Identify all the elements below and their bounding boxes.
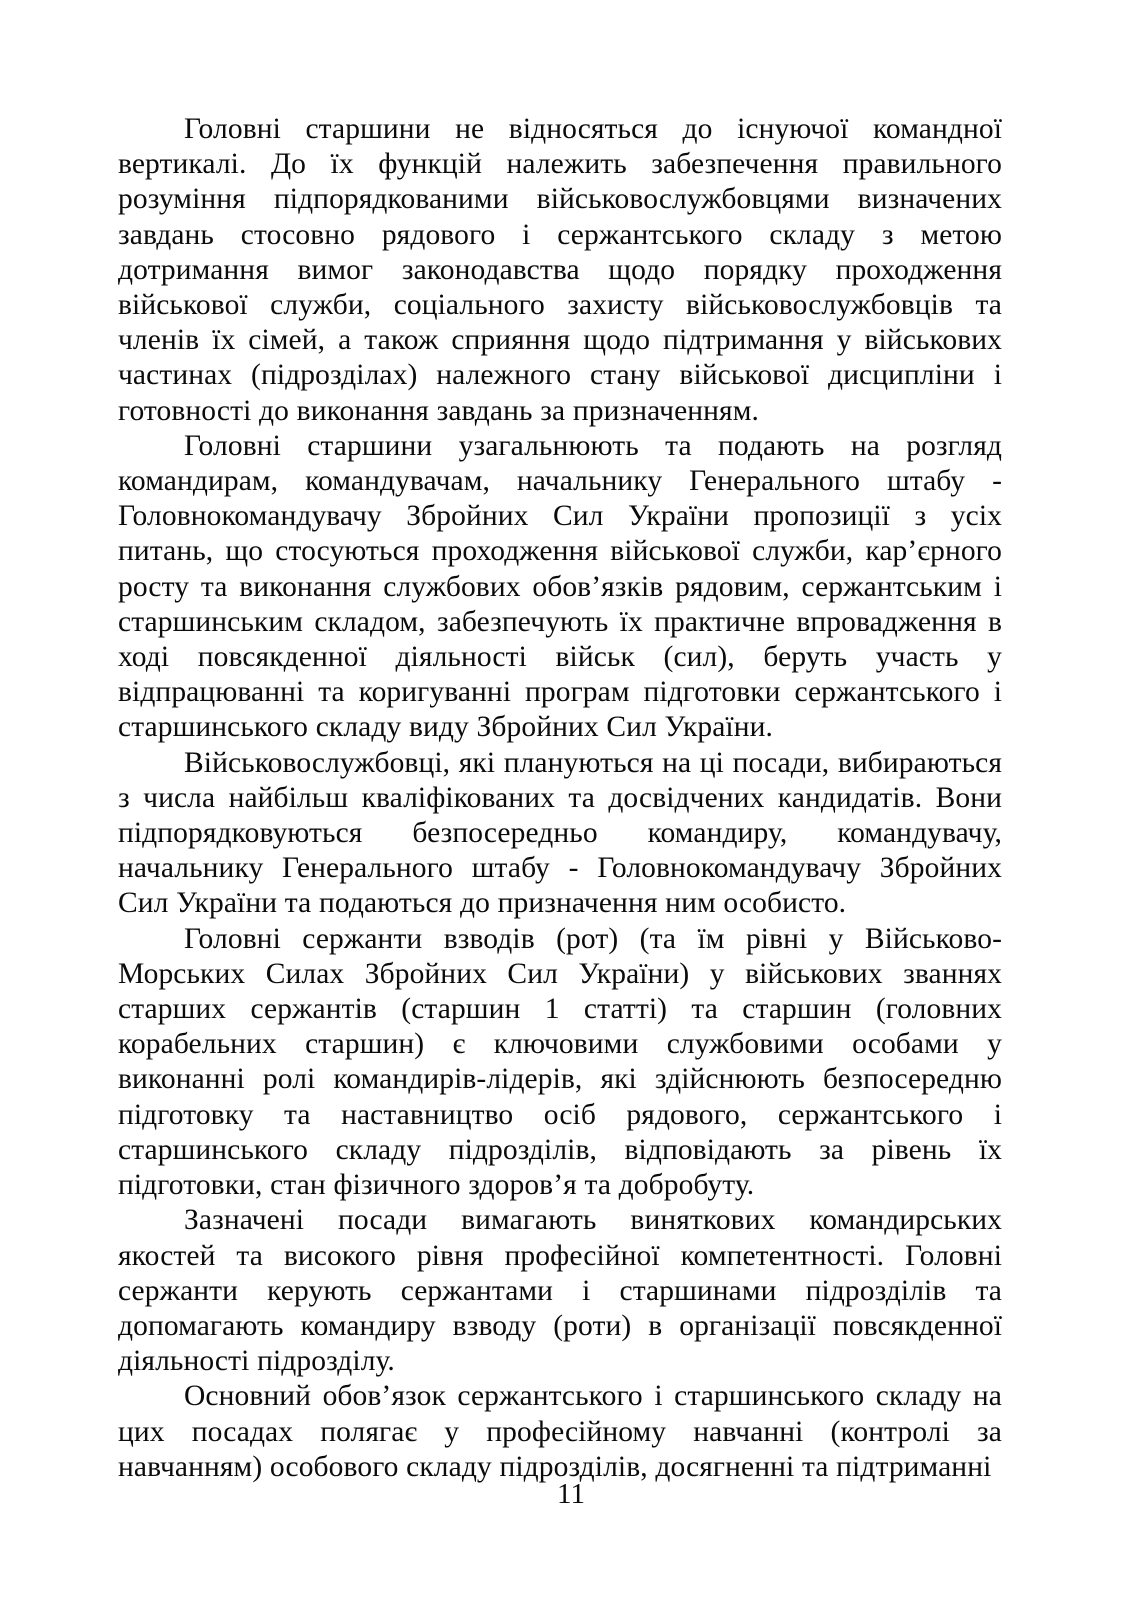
paragraph: Основний обов’язок сержантського і старшинського складу на цих посадах полягає у професійному навчанні (контролі за навчанням) особового складу підрозділів, досягненні та підтриманні xyxy=(118,1380,1002,1483)
paragraph: Головні старшини не відносяться до існуючої командної вертикалі. До їх функцій належить забезпечення правильного розуміння підпорядкованими військовослужбовцями визначених завдань стосовно рядового і сержантського складу з метою дотримання вимог законодавства щодо порядку проходження військової служби, соціального захисту військовослужбовців та членів їх сімей, а також сприяння щодо підтримання у військових частинах (підрозділах) належного стану військової дисципліни і готовності до виконання завдань за призначенням. xyxy=(118,113,1002,427)
paragraph: Військовослужбовці, які плануються на ці посади, вибираються з числа найбільш кваліфікованих та досвідчених кандидатів. Вони підпорядковуються безпосередньо командиру, командувачу, начальнику Генерального штабу - Головнокомандувачу Збройних Сил України та подаються до призначення ним особисто. xyxy=(118,746,1002,920)
paragraph: Зазначені посади вимагають виняткових командирських якостей та високого рівня професійної компетентності. Головні сержанти керують сержантами і старшинами підрозділів та допомагають командиру взводу (роти) в організації повсякденної діяльності підрозділу. xyxy=(118,1204,1002,1378)
paragraph: Головні старшини узагальнюють та подають на розгляд командирам, командувачам, начальнику Генерального штабу - Головнокомандувачу Збройних Сил України пропозиції з усіх питань, що стосуються проходження військової служби, кар’єрного росту та виконання службових обов’язків рядовим, сержантським і старшинським складом, забезпечують їх практичне впровадження в ході повсякденної діяльності військ (сил), беруть участь у відпрацюванні та коригуванні програм підготовки сержантського і старшинського складу виду Збройних Сил України. xyxy=(118,429,1002,744)
page-body-text xyxy=(118,112,1002,1485)
paragraph: Головні сержанти взводів (рот) (та їм рівні у Військово-Морських Силах Збройних Сил України) у військових званнях старших сержантів (старшин 1 статті) та старшин (головних корабельних старшин) є ключовими службовими особами у виконанні ролі командирів-лідерів, які здійснюють безпосередню підготовку та наставництво осіб рядового, сержантського і старшинського складу підрозділів, відповідають за рівень їх підготовки, стан фізичного здоров’я та добробуту. xyxy=(118,922,1002,1202)
page-number: 11 xyxy=(557,1478,585,1510)
